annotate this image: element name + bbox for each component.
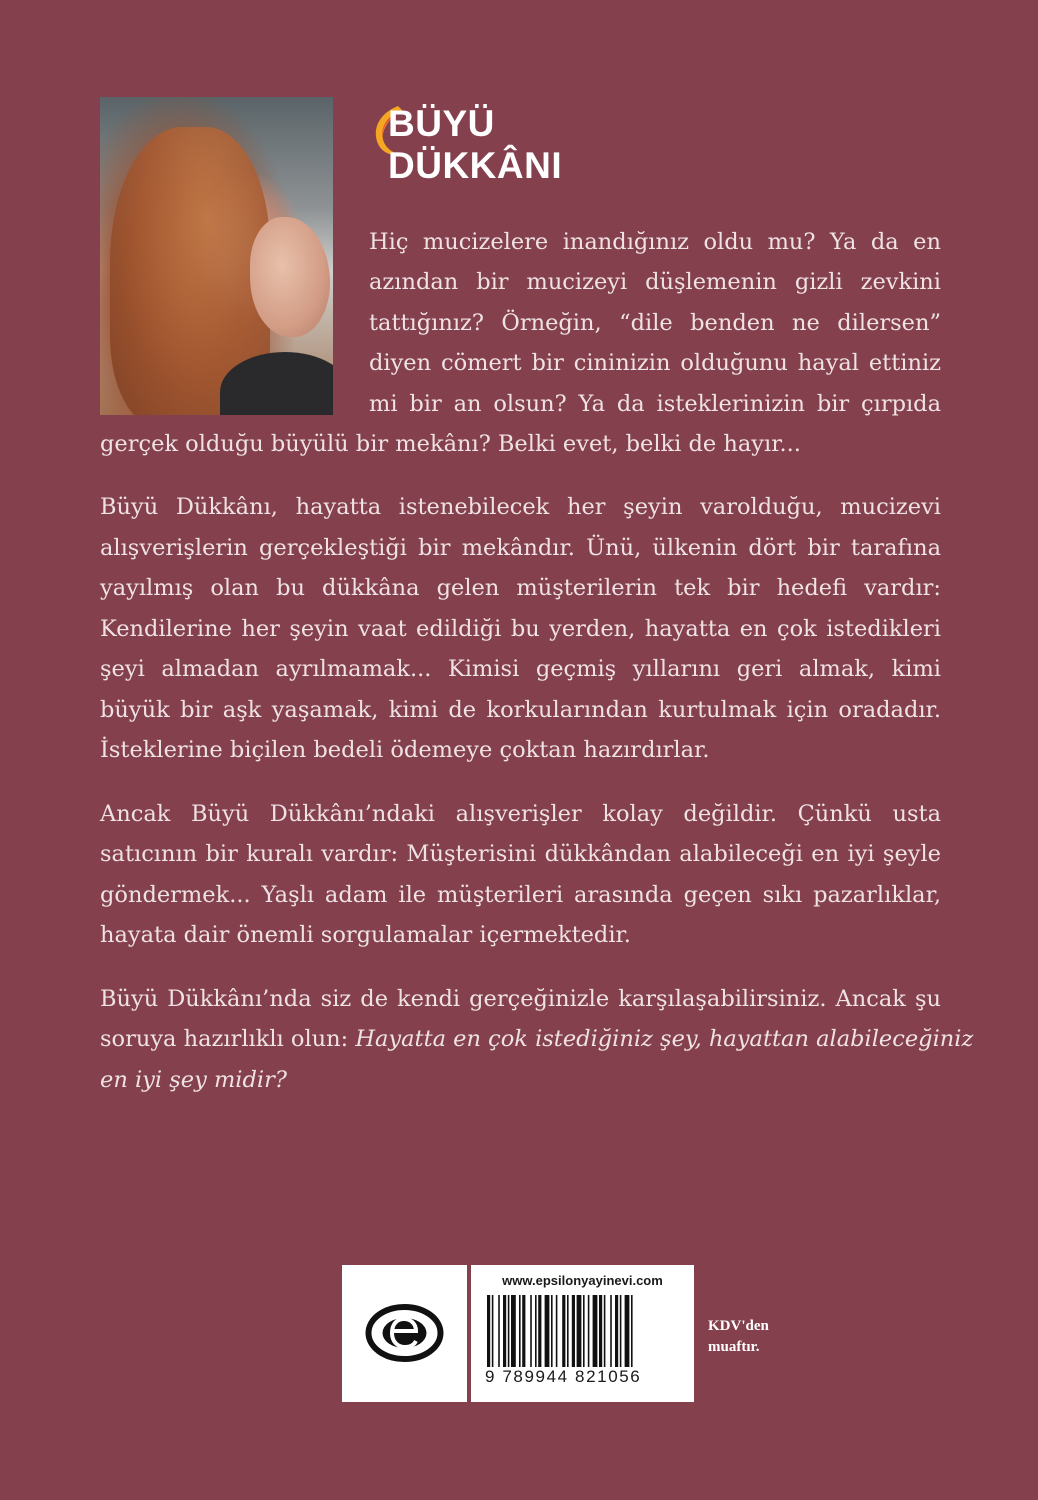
author-face — [250, 217, 330, 337]
barcode-bar — [610, 1295, 612, 1375]
paragraph-4-line-2 — [100, 1028, 973, 1051]
barcode-bar — [545, 1295, 550, 1375]
tax-note — [708, 1316, 769, 1358]
barcode-bar — [583, 1295, 585, 1375]
paragraph-1-line-4: diyen cömert bir cininizin olduğunu hayal ettiniz — [369, 350, 941, 376]
paragraph-2-line-2: alışverişlerin gerçekleştiği bir mekândır. Ünü, ülkenin dört bir tarafına — [100, 535, 941, 561]
barcode-bar — [599, 1295, 602, 1375]
author-photo — [100, 97, 333, 415]
barcode-bar — [620, 1295, 622, 1375]
barcode-bar — [530, 1295, 532, 1375]
book-logo — [368, 100, 568, 188]
paragraph-3-line-1: Ancak Büyü Dükkânı’ndaki alışverişler kolay değildir. Çünkü usta — [100, 801, 941, 827]
isbn-barcode — [485, 1295, 689, 1375]
paragraph-2-line-3: yayılmış olan bu dükkâna gelen müşterilerin tek bir hedefi vardır: — [100, 575, 941, 601]
paragraph-4-line-1: Büyü Dükkânı’nda siz de kendi gerçeğinizle karşılaşabilirsiniz. Ancak şu — [100, 986, 941, 1012]
barcode-box — [471, 1265, 694, 1402]
isbn-number: 9 789944 821056 — [485, 1367, 689, 1387]
paragraph-4-line-3: en iyi şey midir? — [100, 1067, 287, 1093]
barcode-bar — [577, 1295, 582, 1375]
barcode-bar — [562, 1295, 565, 1375]
barcode-bar — [519, 1295, 521, 1375]
paragraph-2-line-7: İsteklerine biçilen bedeli ödemeye çoktan hazırdırlar. — [100, 737, 710, 763]
paragraph-4-line-2-italic: Hayatta en çok istediğiniz şey, hayattan alabileceğiniz — [355, 1026, 974, 1052]
barcode-bar — [625, 1295, 630, 1375]
barcode-bar — [487, 1295, 490, 1375]
paragraph-3-line-4: hayata dair önemli sorgulamalar içermektedir. — [100, 922, 631, 948]
paragraph-1-line-1: Hiç mucizelere inandığınız oldu mu? Ya da en — [369, 229, 941, 255]
barcode-bar — [498, 1295, 500, 1375]
paragraph-2-line-1: Büyü Dükkânı, hayatta istenebilecek her şeyin varolduğu, mucizevi — [100, 494, 941, 520]
barcode-bar — [522, 1295, 525, 1375]
barcode-bar — [556, 1295, 558, 1375]
barcode-bar — [538, 1295, 541, 1375]
paragraph-2-line-5: şeyi almadan ayrılmamak... Kimisi geçmiş yıllarını geri almak, kimi — [100, 656, 941, 682]
logo-line-1: BÜYÜ — [388, 103, 495, 144]
paragraph-1-line-2: azından bir mucizeyi düşlemenin gizli zevkini — [369, 269, 941, 295]
barcode-bar — [503, 1295, 506, 1375]
paragraph-2-line-6: büyük bir aşk yaşamak, kimi de korkularından kurtulmak için oradadır. — [100, 697, 941, 723]
barcode-bar — [615, 1295, 618, 1375]
publisher-logo-box — [342, 1265, 467, 1402]
paragraph-3-line-3: göndermek... Yaşlı adam ile müşterileri arasında geçen sıkı pazarlıklar, — [100, 882, 941, 908]
paragraph-2-line-4: Kendilerine her şeyin vaat edildiği bu yerden, hayatta en çok istedikleri — [100, 616, 941, 642]
barcode-bar — [588, 1295, 590, 1375]
barcode-bar — [508, 1295, 510, 1375]
paragraph-1-line-6: gerçek olduğu büyülü bir mekânı? Belki evet, belki de hayır... — [100, 431, 801, 457]
barcode-bar — [631, 1295, 633, 1375]
barcode-bar — [567, 1295, 569, 1375]
barcode-bar — [551, 1295, 553, 1375]
paragraph-1-line-5: mi bir an olsun? Ya da isteklerinizin bir çırpıda — [369, 391, 941, 417]
tax-note-line-2: muaftır. — [708, 1339, 760, 1355]
barcode-bar — [572, 1295, 575, 1375]
paragraph-4-line-2-plain: soruya hazırlıklı olun: — [100, 1026, 356, 1052]
publisher-url: www.epsilonyayinevi.com — [502, 1273, 663, 1288]
logo-line-2: DÜKKÂNI — [388, 145, 563, 186]
barcode-bar — [593, 1295, 598, 1375]
barcode-bar — [604, 1295, 606, 1375]
barcode-bar — [535, 1295, 537, 1375]
paragraph-1-line-3: tattığınız? Örneğin, “dile benden ne dilersen” — [369, 310, 941, 336]
barcode-bar — [511, 1295, 516, 1375]
epsilon-logo-icon — [342, 1265, 467, 1402]
tax-note-line-1: KDV'den — [708, 1318, 769, 1334]
barcode-bar — [492, 1295, 494, 1375]
paragraph-3-line-2: satıcının bir kuralı vardır: Müşterisini dükkândan alabileceği en iyi şeyle — [100, 841, 941, 867]
